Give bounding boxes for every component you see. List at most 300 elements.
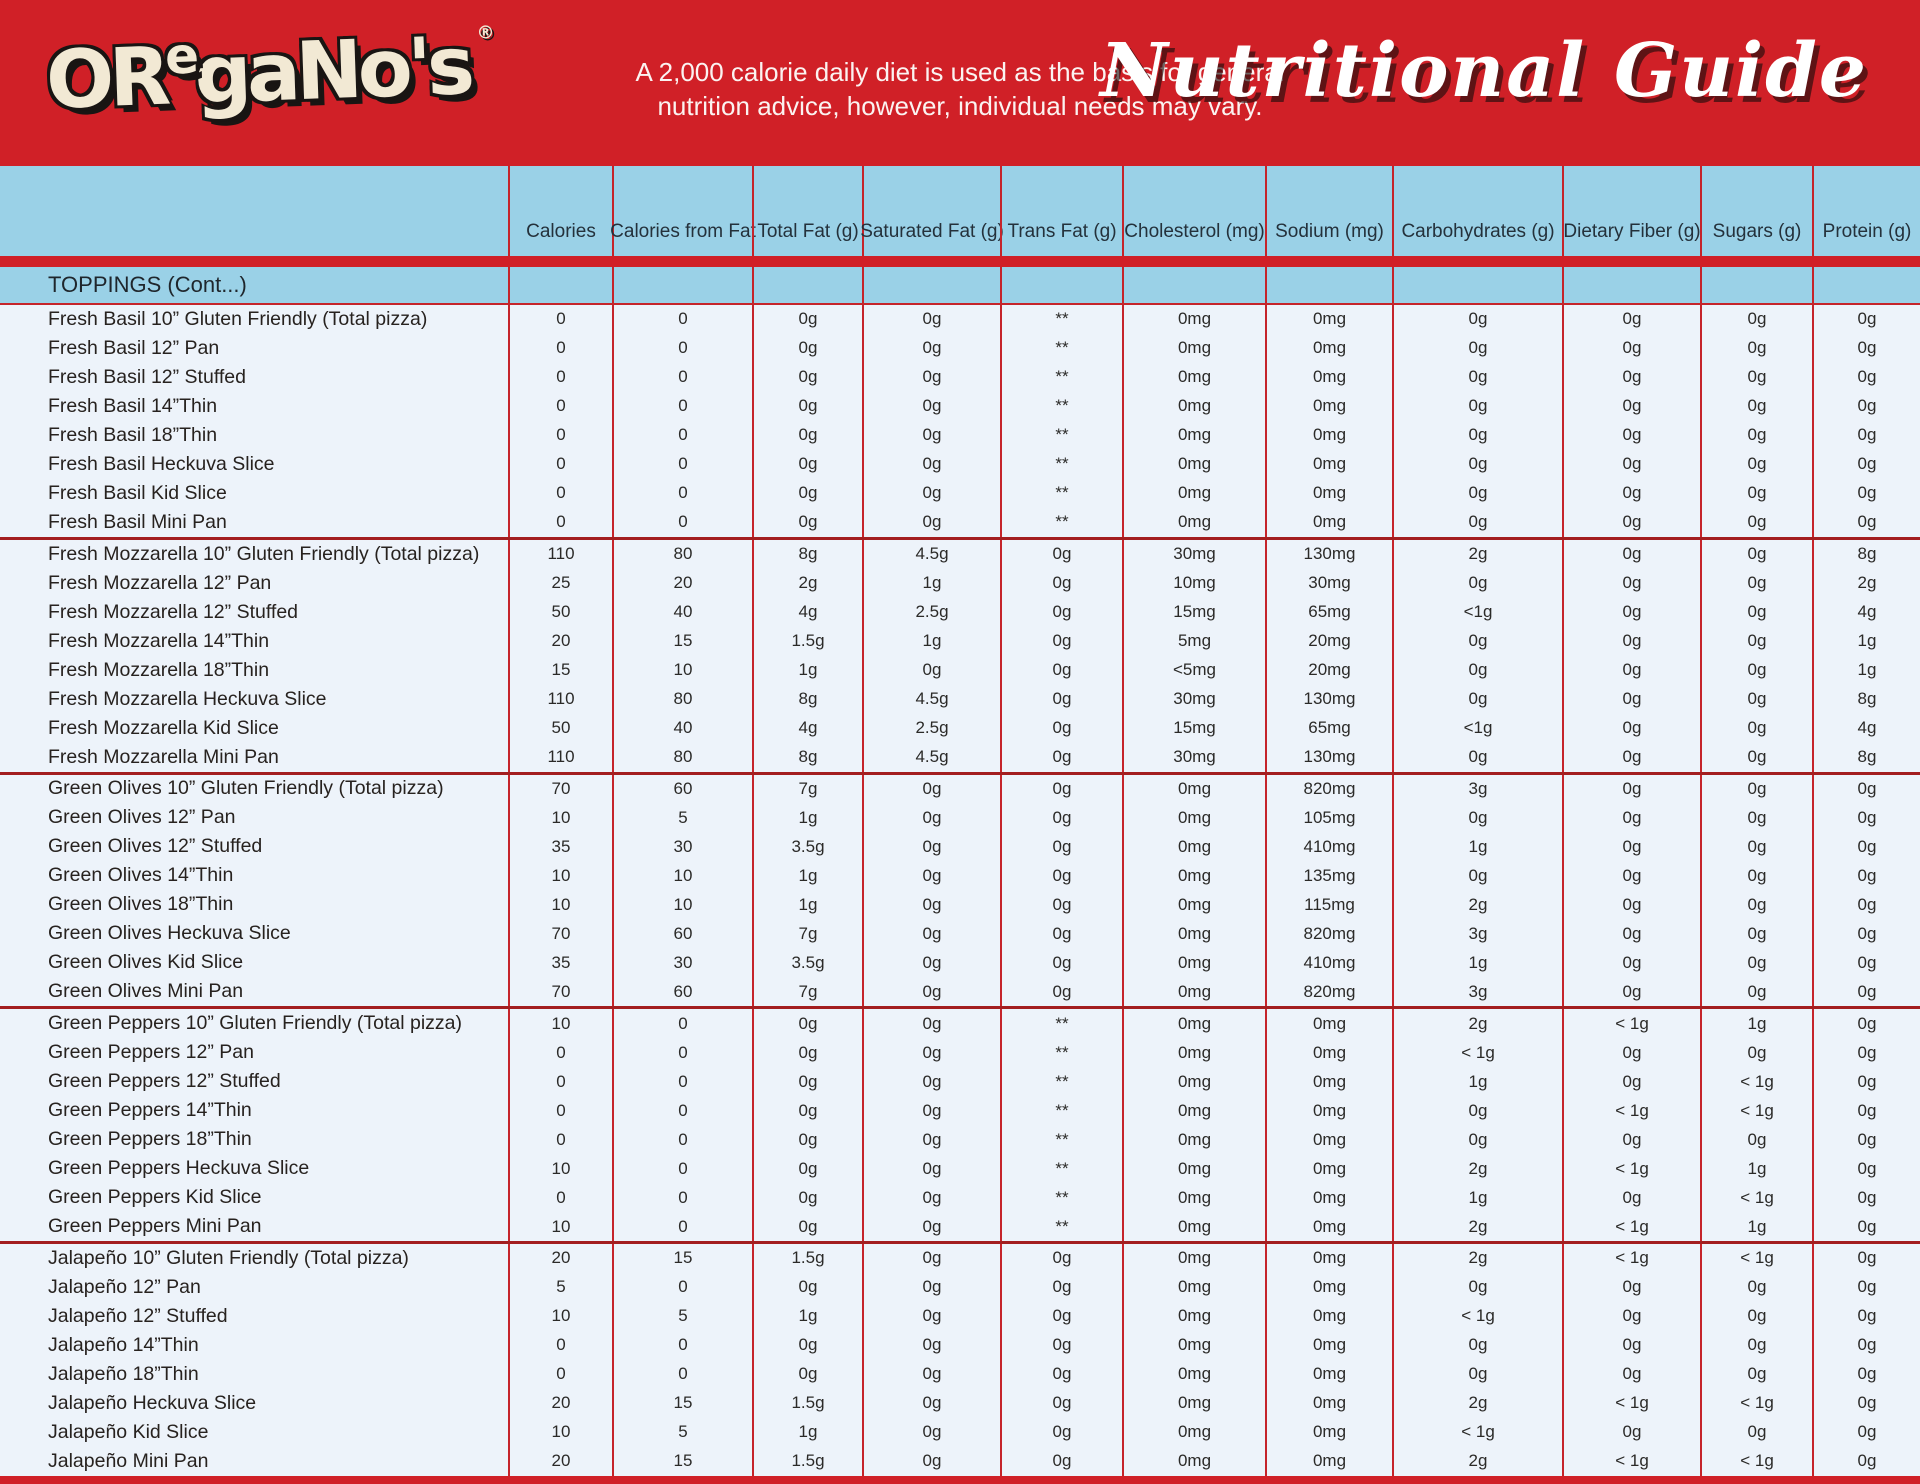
section-bar-cell [1000,267,1122,303]
nutrition-value: 0g [1000,1273,1122,1302]
nutrition-value: 0g [1812,1009,1920,1038]
nutrition-value: 0g [1562,305,1700,334]
bottom-band [0,1476,1920,1484]
table-row [0,1125,1920,1154]
nutrition-value: 0g [1700,1125,1812,1154]
nutrition-value: 0 [508,363,612,392]
nutrition-value: 0 [612,1360,752,1389]
nutrition-value: 0g [1700,832,1812,861]
nutrition-value: 0g [1392,508,1562,537]
nutrition-value: ** [1000,1212,1122,1241]
nutrition-value: 0g [1000,1360,1122,1389]
table-row [0,450,1920,479]
nutrition-value: 20 [508,1447,612,1476]
nutrition-value: 5mg [1122,627,1265,656]
nutrition-value: 0g [1700,363,1812,392]
nutrition-value: 0g [862,1067,1000,1096]
nutrition-value: 1g [752,861,862,890]
nutrition-value: 0g [1562,977,1700,1006]
nutrition-value: 0g [1000,1447,1122,1476]
nutrition-value: 0g [862,1244,1000,1273]
nutrition-value: 8g [752,540,862,569]
nutrition-value: < 1g [1700,1183,1812,1212]
logo-text: OR [44,29,168,127]
item-name: Fresh Mozzarella 10” Gluten Friendly (Total pizza) [48,542,480,565]
nutrition-value: < 1g [1562,1154,1700,1183]
section-label: TOPPINGS (Cont...) [48,272,247,297]
item-name: Green Peppers Mini Pan [48,1215,262,1238]
nutrition-value: 0g [862,919,1000,948]
nutrition-value: 0mg [1122,948,1265,977]
nutrition-value: 2.5g [862,598,1000,627]
nutrition-value: 0g [1000,919,1122,948]
nutrition-value: 0g [1392,392,1562,421]
nutrition-value: 2g [1392,1212,1562,1241]
nutrition-value: 820mg [1265,919,1392,948]
table-row [0,1302,1920,1331]
nutrition-value: 0mg [1265,334,1392,363]
nutrition-value: 1g [752,656,862,685]
nutrition-value: 0 [612,508,752,537]
nutrition-value: 110 [508,743,612,772]
nutrition-value: 0g [1812,1418,1920,1447]
nutrition-value: 0mg [1122,803,1265,832]
item-name: Jalapeño Kid Slice [48,1420,209,1443]
nutrition-value: 60 [612,977,752,1006]
nutrition-value: 0mg [1265,1096,1392,1125]
nutrition-value: 0 [612,1154,752,1183]
column-header: Sodium (mg) [1265,166,1392,256]
table-row [0,656,1920,685]
nutrition-value: 2g [1392,1009,1562,1038]
nutrition-value: ** [1000,334,1122,363]
item-name: Jalapeño 18”Thin [48,1362,199,1385]
item-name: Fresh Basil 12” Stuffed [48,365,246,388]
nutrition-value: 0g [862,1331,1000,1360]
nutrition-value: 0mg [1265,1273,1392,1302]
nutrition-value: 0g [1000,1302,1122,1331]
table-row [0,1241,1920,1273]
nutrition-value: 0g [1812,775,1920,804]
registered-mark: ® [476,22,495,44]
nutrition-value: 0g [862,1038,1000,1067]
section-bar-cell [612,267,752,303]
item-name: Green Olives 12” Stuffed [48,835,263,858]
nutrition-value: 0g [1700,305,1812,334]
nutrition-value: 1.5g [752,627,862,656]
table-row [0,743,1920,772]
nutrition-value: 50 [508,598,612,627]
nutrition-value: 0g [1812,392,1920,421]
nutrition-value: 0g [1392,627,1562,656]
nutrition-value: 0g [862,832,1000,861]
nutrition-value: 0mg [1122,508,1265,537]
nutrition-value: 0mg [1122,450,1265,479]
nutrition-value: 0 [612,1183,752,1212]
nutrition-value: 0g [1812,450,1920,479]
table-row [0,627,1920,656]
nutrition-value: 8g [752,743,862,772]
nutrition-value: 2g [752,569,862,598]
nutrition-value: 0g [1700,508,1812,537]
nutrition-value: 10 [612,656,752,685]
item-name: Jalapeño Mini Pan [48,1449,209,1472]
nutrition-value: 15 [612,1447,752,1476]
item-name: Green Peppers 12” Pan [48,1041,254,1064]
nutrition-value: 0g [1700,540,1812,569]
item-name: Fresh Mozzarella 18”Thin [48,658,270,681]
section-bar-cell [752,267,862,303]
nutrition-value: 7g [752,919,862,948]
nutrition-value: 0mg [1122,861,1265,890]
nutrition-value: 0g [1812,508,1920,537]
nutrition-value: 0mg [1122,1418,1265,1447]
nutrition-value: 0g [752,1154,862,1183]
nutrition-value: 0g [1700,919,1812,948]
nutrition-value: 20 [508,1389,612,1418]
nutrition-value: 60 [612,919,752,948]
nutrition-value: 0 [508,421,612,450]
nutrition-value: 0g [1700,450,1812,479]
nutrition-value: 1g [1700,1212,1812,1241]
section-bar-cell [1392,267,1562,303]
nutrition-value: 0g [862,450,1000,479]
nutrition-value: 1g [862,627,1000,656]
nutrition-value: < 1g [1562,1389,1700,1418]
nutrition-value: 0mg [1122,479,1265,508]
nutrition-value: 0g [752,1331,862,1360]
nutrition-value: 1g [752,803,862,832]
nutrition-value: 0g [1700,1302,1812,1331]
nutrition-value: 0mg [1122,1096,1265,1125]
nutrition-value: 0g [1562,1360,1700,1389]
table-body [0,305,1920,1476]
nutrition-value: 0g [1562,392,1700,421]
nutrition-value: 0g [1000,1389,1122,1418]
logo-text: e [163,26,195,86]
nutrition-value: 0mg [1265,1009,1392,1038]
nutrition-value: 0 [508,334,612,363]
nutrition-value: 110 [508,540,612,569]
nutrition-value: 20 [612,569,752,598]
section-header-bar [0,267,1920,305]
nutrition-value: 2g [1392,1244,1562,1273]
item-name: Fresh Basil 14”Thin [48,394,218,417]
nutrition-value: 0 [508,508,612,537]
nutrition-value: 8g [1812,743,1920,772]
table-row [0,919,1920,948]
nutrition-value: 0g [1000,627,1122,656]
nutrition-value: 5 [612,803,752,832]
nutrition-value: 0g [1700,479,1812,508]
nutrition-value: ** [1000,1038,1122,1067]
section-bar-cell [1265,267,1392,303]
nutrition-value: 410mg [1265,832,1392,861]
nutrition-value: 0g [862,948,1000,977]
nutrition-value: 1.5g [752,1244,862,1273]
table-row [0,569,1920,598]
nutrition-value: 0g [1000,775,1122,804]
nutrition-value: 15 [612,1244,752,1273]
nutrition-value: 0g [1812,803,1920,832]
nutrition-value: 0g [1562,450,1700,479]
nutrition-value: 30mg [1265,569,1392,598]
nutrition-value: 1.5g [752,1389,862,1418]
nutrition-value: 0g [862,1125,1000,1154]
table-row [0,1360,1920,1389]
nutrition-value: 130mg [1265,743,1392,772]
nutrition-value: 3.5g [752,832,862,861]
page-title: Nutritional Guide [1100,28,1868,114]
nutrition-value: < 1g [1700,1096,1812,1125]
nutrition-value: 0g [1812,1096,1920,1125]
nutrition-value: 1g [1700,1154,1812,1183]
table-row [0,1273,1920,1302]
nutrition-value: 0mg [1122,890,1265,919]
nutrition-value: 0g [1700,598,1812,627]
nutrition-value: 2g [1392,890,1562,919]
nutrition-value: 0mg [1265,1331,1392,1360]
nutrition-value: 0 [612,392,752,421]
section-bar-cell [1812,267,1920,303]
item-name: Green Peppers 10” Gluten Friendly (Total pizza) [48,1012,463,1035]
nutrition-value: 0g [862,977,1000,1006]
nutrition-value: 0g [862,1273,1000,1302]
nutrition-value: 0g [1000,685,1122,714]
nutrition-value: 0g [1700,685,1812,714]
item-name: Green Peppers 12” Stuffed [48,1070,281,1093]
nutrition-value: 70 [508,775,612,804]
item-name: Green Peppers Kid Slice [48,1186,262,1209]
table-row [0,1418,1920,1447]
nutrition-value: 0g [1562,334,1700,363]
nutrition-value: 20 [508,627,612,656]
nutrition-value: 3g [1392,919,1562,948]
item-name: Green Olives Kid Slice [48,951,244,974]
nutrition-value: 0g [1812,832,1920,861]
nutrition-value: 0g [1562,363,1700,392]
nutrition-value: 0g [1562,832,1700,861]
nutrition-value: 0g [1562,1125,1700,1154]
nutrition-value: 0g [1812,1183,1920,1212]
nutrition-value: ** [1000,305,1122,334]
nutrition-value: 0mg [1265,1447,1392,1476]
nutrition-value: 0mg [1122,1067,1265,1096]
section-bar-cell [862,267,1000,303]
nutrition-value: 0g [752,392,862,421]
nutrition-value: 0 [508,305,612,334]
section-bar-cell [1122,267,1265,303]
nutrition-value: 0mg [1122,1273,1265,1302]
nutrition-value: 1g [1812,656,1920,685]
nutrition-value: 0g [752,305,862,334]
nutrition-value: 0g [1000,832,1122,861]
nutrition-value: 0g [1812,890,1920,919]
nutrition-value: 0g [1700,861,1812,890]
nutrition-value: 8g [752,685,862,714]
nutrition-value: 8g [1812,685,1920,714]
nutrition-value: 2g [1812,569,1920,598]
column-header: Trans Fat (g) [1000,166,1122,256]
nutrition-value: 0g [862,1212,1000,1241]
nutrition-value: 2g [1392,1447,1562,1476]
nutrition-value: < 1g [1700,1067,1812,1096]
item-name: Fresh Basil Mini Pan [48,510,227,533]
nutrition-value: 0 [612,1125,752,1154]
nutrition-value: 1g [752,1418,862,1447]
nutrition-value: 0g [862,1009,1000,1038]
nutrition-value: ** [1000,392,1122,421]
nutrition-value: 0mg [1265,392,1392,421]
nutrition-value: 0g [862,392,1000,421]
nutrition-value: 0g [1392,1125,1562,1154]
nutrition-value: 0g [862,1447,1000,1476]
table-row [0,861,1920,890]
nutrition-value: 0mg [1265,421,1392,450]
nutrition-value: 0g [752,1067,862,1096]
item-name: Jalapeño 14”Thin [48,1333,199,1356]
nutrition-value: 1.5g [752,1447,862,1476]
nutrition-value: 0mg [1122,305,1265,334]
item-name: Fresh Basil Kid Slice [48,481,227,504]
nutrition-value: < 1g [1700,1244,1812,1273]
nutrition-value: 0mg [1122,1212,1265,1241]
nutrition-value: 0mg [1122,1125,1265,1154]
nutrition-value: 0g [862,1302,1000,1331]
nutrition-value: 0g [1562,1067,1700,1096]
nutrition-value: 10 [508,803,612,832]
nutrition-value: 0g [1812,1360,1920,1389]
item-name: Fresh Basil 12” Pan [48,336,220,359]
nutrition-value: <1g [1392,598,1562,627]
nutrition-value: 0g [1700,1273,1812,1302]
table-row [0,685,1920,714]
nutrition-value: 2g [1392,1154,1562,1183]
nutrition-value: 0g [1392,685,1562,714]
item-name: Jalapeño 10” Gluten Friendly (Total pizza) [48,1246,409,1269]
nutrition-value: 1g [1392,832,1562,861]
nutrition-value: 0mg [1265,1302,1392,1331]
item-name: Fresh Basil 10” Gluten Friendly (Total pizza) [48,307,428,330]
nutrition-value: 0mg [1122,1447,1265,1476]
logo-text: gaNo's [192,19,472,122]
table-row [0,1331,1920,1360]
nutrition-value: <5mg [1122,656,1265,685]
nutrition-value: 110 [508,685,612,714]
nutrition-value: < 1g [1392,1418,1562,1447]
nutrition-value: 80 [612,540,752,569]
nutrition-value: 30mg [1122,743,1265,772]
nutrition-value: 0mg [1122,392,1265,421]
nutrition-value: 0g [1000,1331,1122,1360]
nutrition-value: 4g [1812,714,1920,743]
nutrition-value: 0 [612,421,752,450]
section-bar-cell [508,267,612,303]
nutrition-value: 0 [612,450,752,479]
nutrition-value: 4g [1812,598,1920,627]
nutrition-value: 0mg [1265,1418,1392,1447]
nutrition-value: 65mg [1265,598,1392,627]
nutrition-value: 0g [1812,1389,1920,1418]
nutrition-value: < 1g [1700,1447,1812,1476]
nutrition-value: 0 [508,1096,612,1125]
nutrition-value: 0g [1700,775,1812,804]
nutrition-value: 0g [1562,714,1700,743]
nutrition-value: 0g [862,861,1000,890]
table-row [0,598,1920,627]
nutrition-value: 0g [862,890,1000,919]
nutrition-value: 0g [1812,948,1920,977]
nutrition-value: 1g [1812,627,1920,656]
nutrition-value: 65mg [1265,714,1392,743]
nutrition-value: 820mg [1265,775,1392,804]
nutrition-value: 0g [1812,479,1920,508]
nutrition-value: 0 [612,1273,752,1302]
nutrition-value: 0g [1562,775,1700,804]
nutrition-value: 70 [508,919,612,948]
header [0,0,1920,166]
nutrition-value: 0g [1000,569,1122,598]
nutrition-value: 0g [1812,1212,1920,1241]
nutrition-value: 0g [1562,743,1700,772]
item-name: Fresh Basil Heckuva Slice [48,452,275,475]
nutrition-value: 0g [752,334,862,363]
nutrition-value: 0mg [1265,1154,1392,1183]
nutrition-value: 0mg [1265,1125,1392,1154]
nutrition-value: 35 [508,832,612,861]
nutrition-value: 0mg [1265,1038,1392,1067]
table-row [0,772,1920,804]
nutrition-value: 0g [862,1183,1000,1212]
column-header: Protein (g) [1812,166,1920,256]
nutrition-value: ** [1000,363,1122,392]
nutrition-value: 0g [1000,1418,1122,1447]
nutrition-value: 0mg [1122,421,1265,450]
nutrition-value: 0g [862,421,1000,450]
nutrition-value: 0g [1392,334,1562,363]
nutrition-value: 1g [752,890,862,919]
table-row [0,803,1920,832]
nutrition-value: 0g [752,1125,862,1154]
table-row [0,1038,1920,1067]
nutrition-value: 0g [862,1418,1000,1447]
nutrition-value: 0g [1700,1331,1812,1360]
nutrition-value: 0g [1700,714,1812,743]
nutrition-value: 105mg [1265,803,1392,832]
nutrition-value: ** [1000,1009,1122,1038]
nutrition-value: 0g [1000,1244,1122,1273]
nutrition-value: 130mg [1265,540,1392,569]
nutrition-value: 4.5g [862,743,1000,772]
nutrition-value: 0g [862,479,1000,508]
nutrition-value: 0 [508,450,612,479]
nutrition-value: 0g [1700,421,1812,450]
nutrition-value: 0g [1392,363,1562,392]
item-name: Green Olives Mini Pan [48,980,244,1003]
nutrition-value: 0g [1700,890,1812,919]
nutrition-value: 135mg [1265,861,1392,890]
nutrition-value: 20mg [1265,627,1392,656]
item-name: Green Peppers Heckuva Slice [48,1157,310,1180]
nutrition-value: 0 [612,1212,752,1241]
nutrition-value: 0g [1812,1154,1920,1183]
nutrition-value: 0mg [1265,450,1392,479]
nutrition-value: 0g [1392,656,1562,685]
nutrition-value: 0g [1562,890,1700,919]
nutrition-value: < 1g [1562,1447,1700,1476]
nutrition-value: 0g [862,1096,1000,1125]
nutrition-value: ** [1000,1183,1122,1212]
